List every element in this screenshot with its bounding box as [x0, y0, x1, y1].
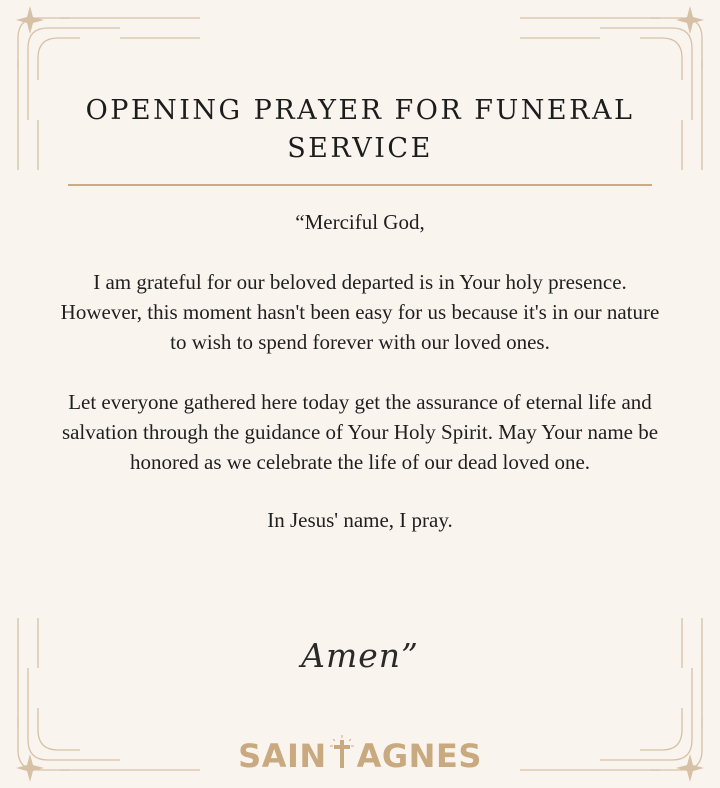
prayer-paragraph: Let everyone gathered here today get the assurance of eternal life and salvation through the guidance of Your Holy Spirit. May Your name be honored as we celebrate the life of our dead loved one. — [61, 390, 659, 474]
amen-signoff: Amen” — [301, 636, 419, 675]
brand-logo — [0, 734, 720, 778]
brand-text-left: SAIN — [238, 737, 327, 775]
prayer-paragraph: I am grateful for our beloved departed is in Your holy presence. However, this moment hasn't been easy for us because it's in our nature to wish to spend forever with our loved ones. — [60, 270, 660, 354]
brand-text-right: AGNES — [356, 737, 482, 775]
cross-icon — [329, 734, 355, 778]
salutation: “Merciful God, — [295, 210, 425, 234]
title-divider — [68, 184, 652, 186]
page-title: OPENING PRAYER FOR FUNERAL SERVICE — [85, 95, 635, 164]
prayer-body — [60, 207, 660, 535]
closing-line: In Jesus' name, I pray. — [267, 508, 453, 532]
